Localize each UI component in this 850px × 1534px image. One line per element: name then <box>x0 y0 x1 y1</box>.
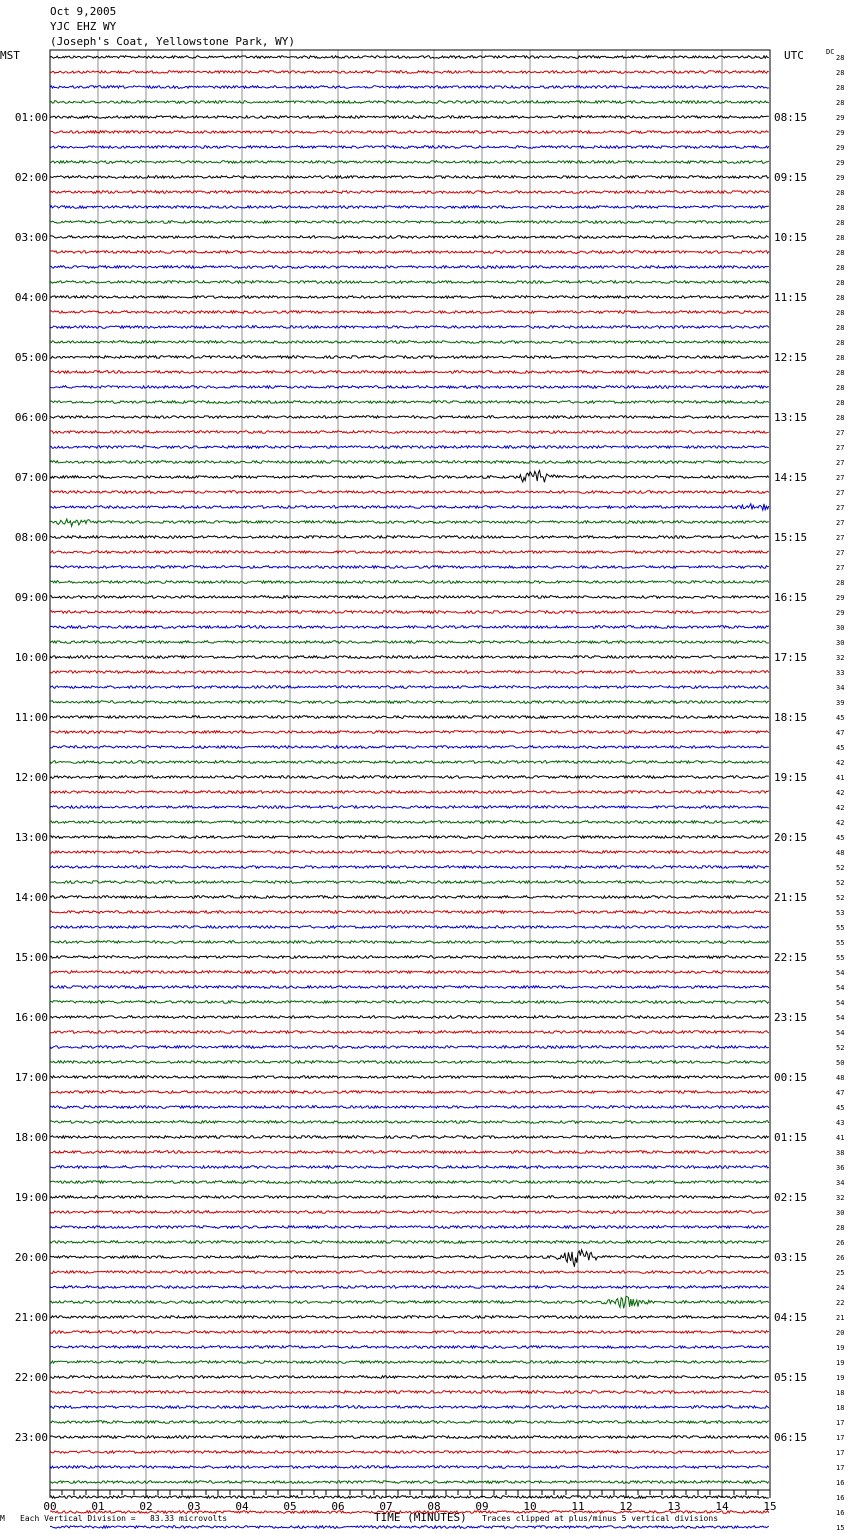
dc-offset-label: 45 <box>836 834 845 842</box>
date-label: Oct 9,2005 <box>50 5 117 18</box>
trace-29 <box>50 491 769 494</box>
trace-23 <box>50 401 769 404</box>
dc-offset-label: 27 <box>836 564 845 572</box>
dc-offset-label: 29 <box>836 159 845 167</box>
utc-hour-label: 08:15 <box>774 111 808 124</box>
dc-offset-label: 30 <box>836 639 845 647</box>
trace-76 <box>50 1196 769 1199</box>
scale-marker: M <box>0 1514 5 1523</box>
mst-hour-label: 14:00 <box>14 891 48 904</box>
trace-89 <box>50 1391 769 1394</box>
trace-55 <box>50 881 769 884</box>
trace-84 <box>50 1316 769 1319</box>
trace-33 <box>50 551 769 554</box>
dc-offset-label: 54 <box>836 984 845 992</box>
trace-53 <box>50 851 769 854</box>
mst-hour-label: 01:00 <box>14 111 48 124</box>
dc-offset-label: 52 <box>836 864 845 872</box>
trace-56 <box>50 896 769 899</box>
dc-offset-label: 28 <box>836 309 845 317</box>
dc-offset-label: 16 <box>836 1494 845 1502</box>
x-tick-label: 15 <box>763 1500 777 1513</box>
dc-offset-labels <box>836 54 844 1534</box>
dc-offset-label: 27 <box>836 519 845 527</box>
trace-63 <box>50 1001 769 1004</box>
dc-offset-label: 48 <box>836 1074 845 1082</box>
mst-hour-label: 06:00 <box>14 411 48 424</box>
dc-offset-label: 28 <box>836 99 845 107</box>
trace-36 <box>50 596 769 599</box>
x-tick-label: 04 <box>235 1500 249 1513</box>
trace-68 <box>50 1076 769 1079</box>
utc-hour-label: 00:15 <box>774 1071 808 1084</box>
dc-offset-label: 29 <box>836 174 845 182</box>
dc-offset-label: 19 <box>836 1359 845 1367</box>
dc-offset-label: 34 <box>836 1179 845 1187</box>
trace-10 <box>50 206 769 209</box>
trace-2 <box>50 86 769 89</box>
trace-85 <box>50 1331 769 1334</box>
dc-header-label: DC <box>826 48 835 56</box>
trace-92 <box>50 1436 769 1439</box>
dc-offset-label: 15 <box>836 1524 845 1532</box>
dc-offset-label: 29 <box>836 114 845 122</box>
mst-hour-label: 13:00 <box>14 831 48 844</box>
trace-60 <box>50 956 769 959</box>
x-tick-label: 01 <box>91 1500 105 1513</box>
trace-82 <box>50 1286 769 1289</box>
trace-19 <box>50 341 769 344</box>
mst-hour-label: 19:00 <box>14 1191 48 1204</box>
location-label: (Joseph's Coat, Yellowstone Park, WY) <box>50 35 296 48</box>
dc-offset-label: 43 <box>836 1119 845 1127</box>
trace-79 <box>50 1241 769 1244</box>
time-grid <box>50 50 770 1490</box>
trace-66 <box>50 1046 769 1049</box>
dc-offset-label: 19 <box>836 1374 845 1382</box>
trace-35 <box>50 581 769 584</box>
utc-hour-label: 03:15 <box>774 1251 808 1264</box>
utc-hour-label: 10:15 <box>774 231 808 244</box>
dc-offset-label: 28 <box>836 339 845 347</box>
trace-51 <box>50 821 769 824</box>
trace-11 <box>50 221 769 224</box>
trace-9 <box>50 191 769 194</box>
dc-offset-label: 17 <box>836 1449 845 1457</box>
utc-hour-label: 12:15 <box>774 351 808 364</box>
dc-offset-label: 32 <box>836 654 845 662</box>
dc-offset-label: 29 <box>836 144 845 152</box>
utc-hour-label: 11:15 <box>774 291 808 304</box>
dc-offset-label: 54 <box>836 969 845 977</box>
dc-offset-label: 28 <box>836 69 845 77</box>
trace-64 <box>50 1016 769 1019</box>
trace-28 <box>50 470 769 482</box>
mst-hour-label: 02:00 <box>14 171 48 184</box>
trace-43 <box>50 701 769 704</box>
dc-offset-label: 27 <box>836 444 845 452</box>
dc-offset-label: 28 <box>836 324 845 332</box>
utc-hour-label: 21:15 <box>774 891 808 904</box>
trace-49 <box>50 791 769 794</box>
trace-38 <box>50 626 769 629</box>
trace-46 <box>50 746 769 749</box>
dc-offset-label: 28 <box>836 219 845 227</box>
dc-offset-label: 55 <box>836 954 845 962</box>
mst-hour-label: 16:00 <box>14 1011 48 1024</box>
trace-27 <box>50 461 769 464</box>
utc-hour-label: 16:15 <box>774 591 808 604</box>
dc-offset-label: 26 <box>836 1239 845 1247</box>
dc-offset-label: 52 <box>836 1044 845 1052</box>
dc-offset-label: 27 <box>836 459 845 467</box>
trace-4 <box>50 116 769 119</box>
trace-87 <box>50 1361 769 1364</box>
x-tick-label: 05 <box>283 1500 297 1513</box>
utc-hour-label: 22:15 <box>774 951 808 964</box>
dc-offset-label: 27 <box>836 504 845 512</box>
mst-hour-label: 23:00 <box>14 1431 48 1444</box>
utc-hour-label: 23:15 <box>774 1011 808 1024</box>
dc-offset-label: 34 <box>836 684 845 692</box>
dc-offset-label: 27 <box>836 549 845 557</box>
x-tick-label: 08 <box>427 1500 441 1513</box>
trace-94 <box>50 1466 769 1469</box>
dc-offset-label: 16 <box>836 1479 845 1487</box>
dc-offset-label: 42 <box>836 789 845 797</box>
utc-hour-label: 15:15 <box>774 531 808 544</box>
trace-12 <box>50 236 769 239</box>
utc-hour-label: 05:15 <box>774 1371 808 1384</box>
trace-21 <box>50 371 769 374</box>
dc-offset-label: 28 <box>836 189 845 197</box>
utc-hour-label: 09:15 <box>774 171 808 184</box>
trace-90 <box>50 1406 769 1409</box>
mst-hour-label: 05:00 <box>14 351 48 364</box>
dc-offset-label: 27 <box>836 489 845 497</box>
x-tick-label: 02 <box>139 1500 153 1513</box>
dc-offset-label: 28 <box>836 399 845 407</box>
trace-5 <box>50 131 769 134</box>
mst-hour-label: 21:00 <box>14 1311 48 1324</box>
trace-70 <box>50 1106 769 1109</box>
dc-offset-label: 54 <box>836 1029 845 1037</box>
mst-hour-label: 22:00 <box>14 1371 48 1384</box>
trace-41 <box>50 671 769 674</box>
trace-13 <box>50 251 769 254</box>
trace-17 <box>50 311 769 314</box>
trace-25 <box>50 431 769 434</box>
dc-offset-label: 21 <box>836 1314 845 1322</box>
trace-20 <box>50 356 769 359</box>
trace-78 <box>50 1226 769 1229</box>
trace-65 <box>50 1031 769 1034</box>
trace-91 <box>50 1421 769 1424</box>
clip-note: Traces clipped at plus/minus 5 vertical divisions <box>482 1514 719 1523</box>
trace-88 <box>50 1376 769 1379</box>
dc-offset-label: 28 <box>836 264 845 272</box>
dc-offset-label: 28 <box>836 354 845 362</box>
trace-73 <box>50 1151 769 1154</box>
plot-frame <box>50 50 770 1490</box>
mst-hour-label: 07:00 <box>14 471 48 484</box>
trace-69 <box>50 1091 769 1094</box>
dc-offset-label: 17 <box>836 1419 845 1427</box>
trace-8 <box>50 176 769 179</box>
trace-71 <box>50 1121 769 1124</box>
dc-offset-label: 38 <box>836 1149 845 1157</box>
trace-34 <box>50 566 769 569</box>
utc-hour-labels <box>774 111 807 1444</box>
mst-hour-label: 09:00 <box>14 591 48 604</box>
dc-offset-label: 28 <box>836 414 845 422</box>
trace-32 <box>50 536 769 539</box>
station-label: YJC EHZ WY <box>50 20 117 33</box>
dc-offset-label: 55 <box>836 939 845 947</box>
trace-22 <box>50 386 769 389</box>
trace-86 <box>50 1346 769 1349</box>
x-tick-label: 03 <box>187 1500 201 1513</box>
dc-offset-label: 54 <box>836 1014 845 1022</box>
dc-offset-label: 39 <box>836 699 845 707</box>
trace-1 <box>50 71 769 74</box>
dc-offset-label: 28 <box>836 369 845 377</box>
dc-offset-label: 45 <box>836 744 845 752</box>
utc-hour-label: 02:15 <box>774 1191 808 1204</box>
dc-offset-label: 42 <box>836 819 845 827</box>
trace-3 <box>50 101 769 104</box>
dc-offset-label: 32 <box>836 1194 845 1202</box>
dc-offset-label: 17 <box>836 1464 845 1472</box>
dc-offset-label: 30 <box>836 1209 845 1217</box>
dc-offset-label: 47 <box>836 1089 845 1097</box>
left-timezone-label: MST <box>0 49 20 62</box>
trace-93 <box>50 1451 769 1454</box>
x-tick-label: 09 <box>475 1500 489 1513</box>
dc-offset-label: 42 <box>836 804 845 812</box>
trace-59 <box>50 941 769 944</box>
mst-hour-label: 08:00 <box>14 531 48 544</box>
trace-83 <box>50 1296 769 1308</box>
time-axis <box>43 1490 776 1513</box>
dc-offset-label: 16 <box>836 1509 845 1517</box>
x-tick-label: 06 <box>331 1500 345 1513</box>
trace-39 <box>50 641 769 644</box>
trace-96 <box>50 1496 769 1499</box>
trace-47 <box>50 761 769 764</box>
dc-offset-label: 28 <box>836 384 845 392</box>
dc-offset-label: 50 <box>836 1059 845 1067</box>
dc-offset-label: 42 <box>836 759 845 767</box>
dc-offset-label: 27 <box>836 534 845 542</box>
utc-hour-label: 01:15 <box>774 1131 808 1144</box>
trace-37 <box>50 611 769 614</box>
trace-98 <box>50 1526 769 1529</box>
dc-offset-label: 41 <box>836 774 845 782</box>
trace-18 <box>50 326 769 329</box>
trace-81 <box>50 1271 769 1274</box>
dc-offset-label: 47 <box>836 729 845 737</box>
mst-hour-labels <box>15 111 48 1444</box>
mst-hour-label: 20:00 <box>14 1251 48 1264</box>
trace-95 <box>50 1481 769 1484</box>
dc-offset-label: 52 <box>836 894 845 902</box>
trace-14 <box>50 266 769 269</box>
trace-77 <box>50 1211 769 1214</box>
trace-0 <box>50 56 769 59</box>
trace-75 <box>50 1181 769 1184</box>
trace-7 <box>50 161 769 164</box>
dc-offset-label: 27 <box>836 429 845 437</box>
dc-offset-label: 24 <box>836 1284 845 1292</box>
dc-offset-label: 45 <box>836 1104 845 1112</box>
mst-hour-label: 10:00 <box>14 651 48 664</box>
trace-52 <box>50 836 769 839</box>
dc-offset-label: 22 <box>836 1299 845 1307</box>
dc-offset-label: 28 <box>836 249 845 257</box>
dc-offset-label: 53 <box>836 909 845 917</box>
mst-hour-label: 12:00 <box>14 771 48 784</box>
dc-offset-label: 28 <box>836 294 845 302</box>
utc-hour-label: 20:15 <box>774 831 808 844</box>
utc-hour-label: 04:15 <box>774 1311 808 1324</box>
utc-hour-label: 17:15 <box>774 651 808 664</box>
dc-offset-label: 26 <box>836 1254 845 1262</box>
trace-61 <box>50 971 769 974</box>
x-tick-label: 00 <box>43 1500 57 1513</box>
trace-74 <box>50 1166 769 1169</box>
dc-offset-label: 29 <box>836 609 845 617</box>
utc-hour-label: 18:15 <box>774 711 808 724</box>
trace-50 <box>50 806 769 809</box>
dc-offset-label: 55 <box>836 924 845 932</box>
trace-72 <box>50 1136 769 1139</box>
dc-offset-label: 29 <box>836 129 845 137</box>
x-tick-label: 11 <box>571 1500 585 1513</box>
trace-24 <box>50 416 769 419</box>
dc-offset-label: 25 <box>836 1269 845 1277</box>
trace-30 <box>50 504 769 510</box>
dc-offset-label: 28 <box>836 234 845 242</box>
dc-offset-label: 48 <box>836 849 845 857</box>
x-tick-label: 07 <box>379 1500 393 1513</box>
mst-hour-label: 15:00 <box>14 951 48 964</box>
utc-hour-label: 06:15 <box>774 1431 808 1444</box>
trace-58 <box>50 926 769 929</box>
dc-offset-label: 30 <box>836 624 845 632</box>
mst-hour-label: 04:00 <box>14 291 48 304</box>
dc-offset-label: 18 <box>836 1389 845 1397</box>
trace-62 <box>50 986 769 989</box>
x-tick-label: 13 <box>667 1500 681 1513</box>
vertical-division-note: Each Vertical Division = 83.33 microvolts <box>20 1514 228 1523</box>
utc-hour-label: 19:15 <box>774 771 808 784</box>
utc-hour-label: 14:15 <box>774 471 808 484</box>
dc-offset-label: 36 <box>836 1164 845 1172</box>
trace-15 <box>50 281 769 284</box>
dc-offset-label: 28 <box>836 84 845 92</box>
trace-80 <box>50 1250 769 1267</box>
dc-offset-label: 20 <box>836 1329 845 1337</box>
mst-hour-label: 18:00 <box>14 1131 48 1144</box>
dc-offset-label: 28 <box>836 279 845 287</box>
x-tick-label: 12 <box>619 1500 633 1513</box>
trace-57 <box>50 911 769 914</box>
dc-offset-label: 45 <box>836 714 845 722</box>
trace-16 <box>50 296 769 299</box>
trace-31 <box>50 519 769 526</box>
trace-6 <box>50 146 769 149</box>
dc-offset-label: 28 <box>836 54 845 62</box>
trace-45 <box>50 731 769 734</box>
trace-26 <box>50 446 769 449</box>
trace-40 <box>50 656 769 659</box>
x-tick-label: 10 <box>523 1500 537 1513</box>
dc-offset-label: 27 <box>836 474 845 482</box>
x-axis-title: TIME (MINUTES) <box>374 1511 467 1524</box>
trace-67 <box>50 1061 769 1064</box>
dc-offset-label: 52 <box>836 879 845 887</box>
dc-offset-label: 18 <box>836 1404 845 1412</box>
dc-offset-label: 28 <box>836 1224 845 1232</box>
dc-offset-label: 33 <box>836 669 845 677</box>
dc-offset-label: 19 <box>836 1344 845 1352</box>
dc-offset-label: 29 <box>836 594 845 602</box>
x-tick-label: 14 <box>715 1500 729 1513</box>
trace-44 <box>50 716 769 719</box>
dc-offset-label: 17 <box>836 1434 845 1442</box>
trace-48 <box>50 776 769 779</box>
right-timezone-label: UTC <box>784 49 804 62</box>
trace-42 <box>50 686 769 689</box>
mst-hour-label: 11:00 <box>14 711 48 724</box>
utc-hour-label: 13:15 <box>774 411 808 424</box>
mst-hour-label: 17:00 <box>14 1071 48 1084</box>
trace-54 <box>50 866 769 869</box>
trace-group <box>50 56 769 1534</box>
dc-offset-label: 54 <box>836 999 845 1007</box>
dc-offset-label: 41 <box>836 1134 845 1142</box>
mst-hour-label: 03:00 <box>14 231 48 244</box>
dc-offset-label: 28 <box>836 579 845 587</box>
dc-offset-label: 28 <box>836 204 845 212</box>
